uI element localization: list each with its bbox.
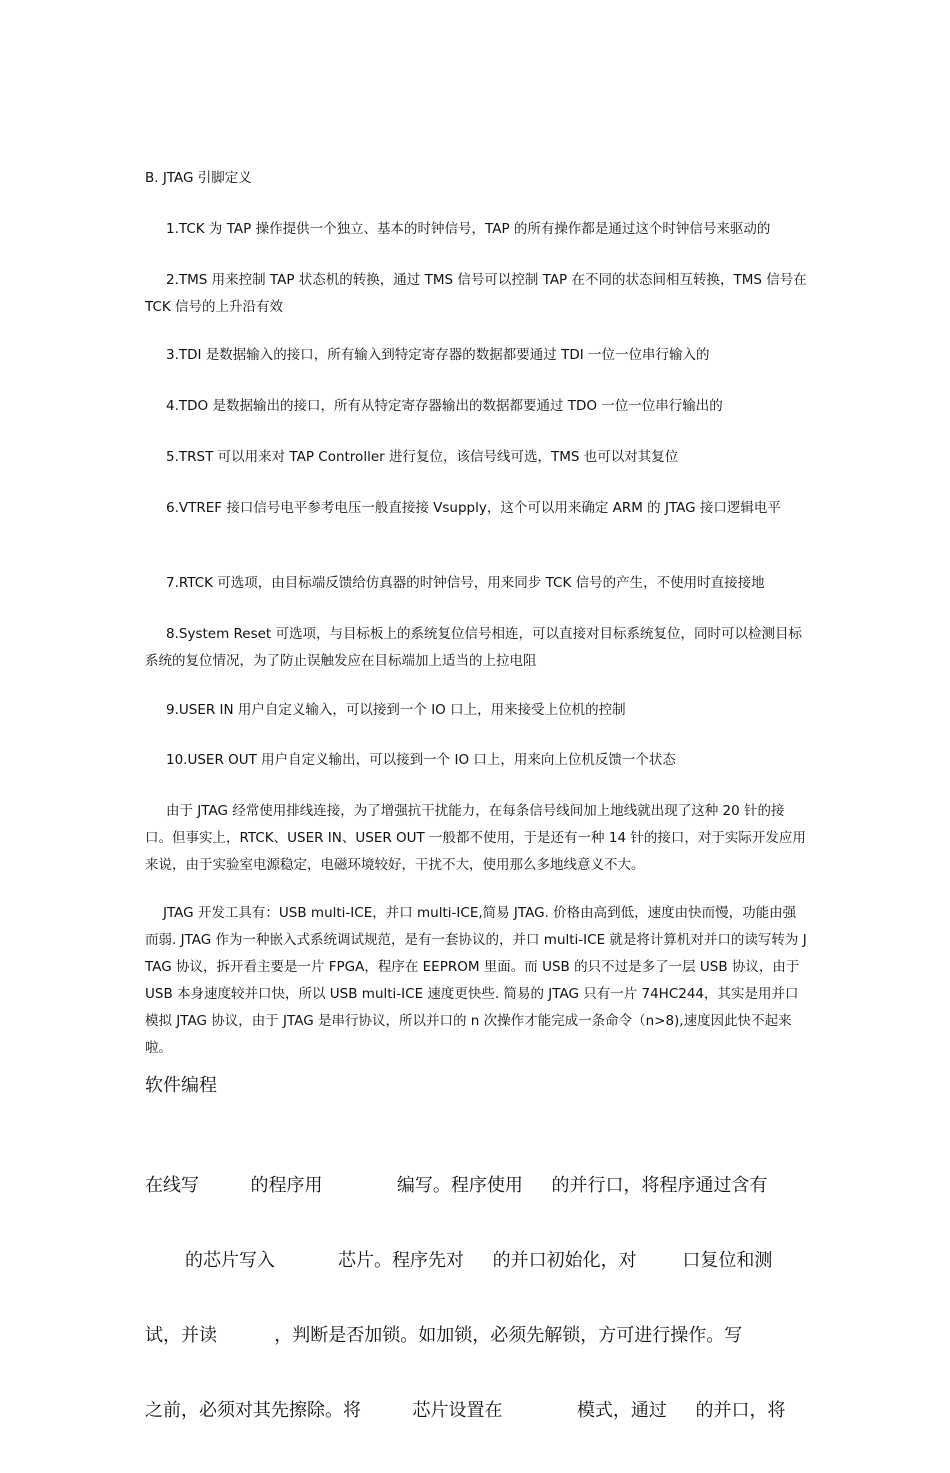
paragraph-20pin: 由于 JTAG 经常使用排线连接，为了增强抗干扰能力，在每条信号线间加上地线就出现了这种 20 针的接口。但事实上，RTCK、USER IN、USER OUT 一般都不使用，于是还有一种 14 针的接口，对于实际开发应用来说，由于实验室电源稳定，电磁环境较好，干扰不大，使用那么多地线意义不大。 [145, 803, 806, 873]
software-line: 之前，必须对其先擦除。将 芯片设置在 模式，通过 的并口，将 [145, 1400, 786, 1421]
software-line: 试，并读 ，判断是否加锁。如加锁，必须先解锁，方可进行操作。写 [145, 1325, 743, 1346]
pin-item-tdo: 4.TDO 是数据输出的接口，所有从特定寄存器输出的数据都要通过 TDO 一位一位串行输出的 [166, 398, 723, 414]
pin-item-user-in: 9.USER IN 用户自定义输入，可以接到一个 IO 口上，用来接受上位机的控制 [166, 702, 626, 718]
pin-item-vtref: 6.VTREF 接口信号电平参考电压一般直接接 Vsupply，这个可以用来确定 ARM 的 JTAG 接口逻辑电平 [166, 500, 781, 516]
pin-item-rtck: 7.RTCK 可选项，由目标端反馈给仿真器的时钟信号，用来同步 TCK 信号的产生，不使用时直接接地 [166, 575, 765, 591]
pin-item-user-out: 10.USER OUT 用户自定义输出，可以接到一个 IO 口上，用来向上位机反馈一个状态 [166, 752, 676, 768]
pin-item-tdi: 3.TDI 是数据输入的接口，所有输入到特定寄存器的数据都要通过 TDI 一位一位串行输入的 [166, 347, 710, 363]
heading-software: 软件编程 [145, 1075, 217, 1096]
software-paragraph [145, 1123, 810, 1473]
paragraph-tools: JTAG 开发工具有：USB multi-ICE，并口 multi-ICE,简易 JTAG. 价格由高到低，速度由快而慢，功能由强而弱. JTAG 作为一种嵌入式系统调试规范，是有一套协议的，并口 multi-ICE 就是将计算机对并口的读写转为 JTAG 协议，拆开看主要是一片 FPGA，程序在 EEPROM 里面。而 USB 的只不过是多了一层 USB 协议，由于 USB 本身速度较并口快，所以 USB multi-ICE 速度更快些. 简易的 JTAG 只有一片 74HC244，其实是用并口模拟 JTAG 协议，由于 JTAG 是串行协议，所以并口的 n 次操作才能完成一条命令（n>8),速度因此快不起来啦。 [145, 905, 807, 1056]
pin-item-tck: 1.TCK 为 TAP 操作提供一个独立、基本的时钟信号，TAP 的所有操作都是通过这个时钟信号来驱动的 [166, 221, 771, 237]
pin-item-system-reset: 8.System Reset 可选项，与目标板上的系统复位信号相连，可以直接对目标系统复位，同时可以检测目标系统的复位情况，为了防止误触发应在目标端加上适当的上拉电阻 [145, 626, 803, 669]
software-line: 的芯片写入 芯片。程序先对 的并口初始化，对 口复位和测 [145, 1250, 773, 1271]
section-title: B. JTAG 引脚定义 [145, 170, 252, 186]
software-line: 在线写 的程序用 编写。程序使用 的并行口，将程序通过含有 [145, 1175, 768, 1196]
pin-item-trst: 5.TRST 可以用来对 TAP Controller 进行复位，该信号线可选，TMS 也可以对其复位 [166, 449, 679, 465]
pin-item-tms: 2.TMS 用来控制 TAP 状态机的转换，通过 TMS 信号可以控制 TAP 在不同的状态间相互转换，TMS 信号在 TCK 信号的上升沿有效 [145, 272, 807, 315]
